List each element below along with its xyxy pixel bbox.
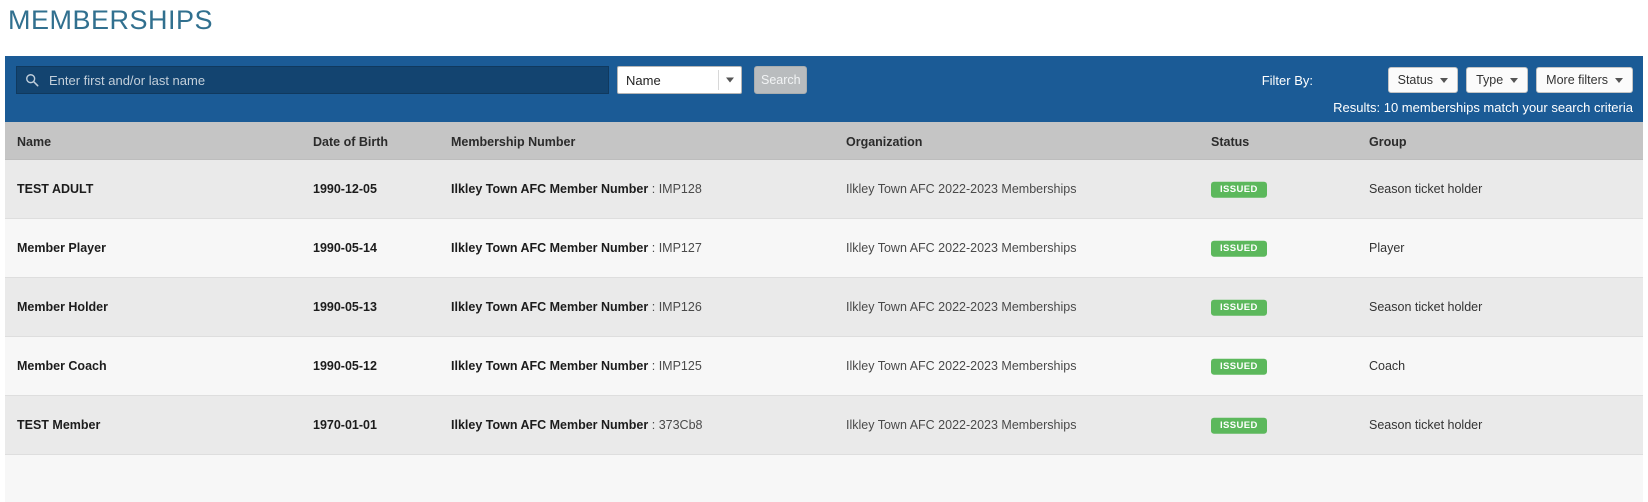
column-header-status: Status — [1211, 135, 1250, 149]
filter-type-label: Type — [1476, 73, 1504, 87]
cell-status — [1211, 299, 1267, 316]
search-icon — [25, 73, 39, 87]
more-filters-label: More filters — [1546, 73, 1608, 87]
cell-group: Season ticket holder — [1369, 418, 1483, 432]
table-row[interactable] — [5, 219, 1643, 278]
more-filters-button[interactable] — [1536, 67, 1633, 93]
cell-name: TEST Member — [17, 418, 101, 432]
table-row-partial[interactable] — [5, 455, 1643, 502]
chevron-down-icon — [1615, 78, 1623, 83]
cell-membership-number — [451, 300, 702, 314]
cell-group: Player — [1369, 241, 1405, 255]
cell-date-of-birth: 1990-12-05 — [313, 182, 377, 196]
cell-status — [1211, 240, 1267, 257]
chevron-down-icon — [726, 78, 734, 83]
filter-type-button[interactable] — [1466, 67, 1528, 93]
cell-organization: Ilkley Town AFC 2022-2023 Memberships — [846, 300, 1077, 314]
membership-number-value: : IMP128 — [651, 182, 702, 196]
cell-name: Member Coach — [17, 359, 107, 373]
search-field-select[interactable] — [617, 66, 742, 94]
cell-status — [1211, 181, 1267, 198]
table-row[interactable] — [5, 278, 1643, 337]
column-header-membership-number: Membership Number — [451, 135, 576, 149]
chevron-down-icon — [1440, 78, 1448, 83]
search-filter-bar — [5, 56, 1643, 122]
table-row[interactable] — [5, 160, 1643, 219]
chevron-down-icon — [1510, 78, 1518, 83]
filter-status-label: Status — [1397, 73, 1434, 87]
cell-membership-number — [451, 182, 702, 196]
cell-membership-number — [451, 359, 702, 373]
cell-date-of-birth: 1970-01-01 — [313, 418, 377, 432]
cell-organization: Ilkley Town AFC 2022-2023 Memberships — [846, 359, 1077, 373]
membership-number-value: : IMP126 — [651, 300, 702, 314]
membership-number-value: : 373Cb8 — [651, 418, 703, 432]
membership-number-label: Ilkley Town AFC Member Number — [451, 241, 649, 255]
status-badge: ISSUED — [1211, 359, 1267, 375]
cell-date-of-birth: 1990-05-14 — [313, 241, 377, 255]
cell-membership-number — [451, 241, 702, 255]
cell-organization: Ilkley Town AFC 2022-2023 Memberships — [846, 182, 1077, 196]
search-input[interactable] — [47, 67, 600, 93]
status-badge: ISSUED — [1211, 182, 1267, 198]
memberships-table — [5, 122, 1643, 502]
cell-date-of-birth: 1990-05-12 — [313, 359, 377, 373]
search-field-selected-value: Name — [626, 72, 661, 88]
cell-status — [1211, 358, 1267, 375]
search-field-select-box[interactable] — [617, 66, 742, 94]
select-divider — [718, 70, 719, 90]
filter-by-label: Filter By: — [1261, 73, 1313, 88]
column-header-name: Name — [17, 135, 52, 149]
cell-status — [1211, 417, 1267, 434]
cell-group: Season ticket holder — [1369, 300, 1483, 314]
cell-name: TEST ADULT — [17, 182, 94, 196]
cell-organization: Ilkley Town AFC 2022-2023 Memberships — [846, 241, 1077, 255]
status-badge: ISSUED — [1211, 300, 1267, 316]
column-header-date-of-birth: Date of Birth — [313, 135, 388, 149]
status-badge: ISSUED — [1211, 241, 1267, 257]
cell-organization: Ilkley Town AFC 2022-2023 Memberships — [846, 418, 1077, 432]
membership-number-label: Ilkley Town AFC Member Number — [451, 182, 649, 196]
cell-membership-number — [451, 418, 702, 432]
cell-date-of-birth: 1990-05-13 — [313, 300, 377, 314]
column-header-group: Group — [1369, 135, 1407, 149]
column-header-organization: Organization — [846, 135, 923, 149]
search-input-wrapper[interactable] — [16, 66, 609, 94]
table-header-row — [5, 122, 1643, 160]
cell-group: Coach — [1369, 359, 1406, 373]
status-badge: ISSUED — [1211, 418, 1267, 434]
membership-number-value: : IMP127 — [651, 241, 702, 255]
membership-number-value: : IMP125 — [651, 359, 702, 373]
filter-buttons — [1388, 67, 1633, 93]
cell-group: Season ticket holder — [1369, 182, 1483, 196]
cell-name: Member Holder — [17, 300, 108, 314]
membership-number-label: Ilkley Town AFC Member Number — [451, 418, 649, 432]
membership-number-label: Ilkley Town AFC Member Number — [451, 300, 649, 314]
search-button[interactable]: Search — [754, 66, 807, 94]
membership-number-label: Ilkley Town AFC Member Number — [451, 359, 649, 373]
table-row[interactable] — [5, 337, 1643, 396]
cell-name: Member Player — [17, 241, 106, 255]
results-summary: Results: 10 memberships match your search criteria — [1333, 100, 1633, 115]
table-row[interactable] — [5, 396, 1643, 455]
filter-status-button[interactable] — [1388, 67, 1458, 93]
page-title: MEMBERSHIPS — [8, 5, 214, 35]
